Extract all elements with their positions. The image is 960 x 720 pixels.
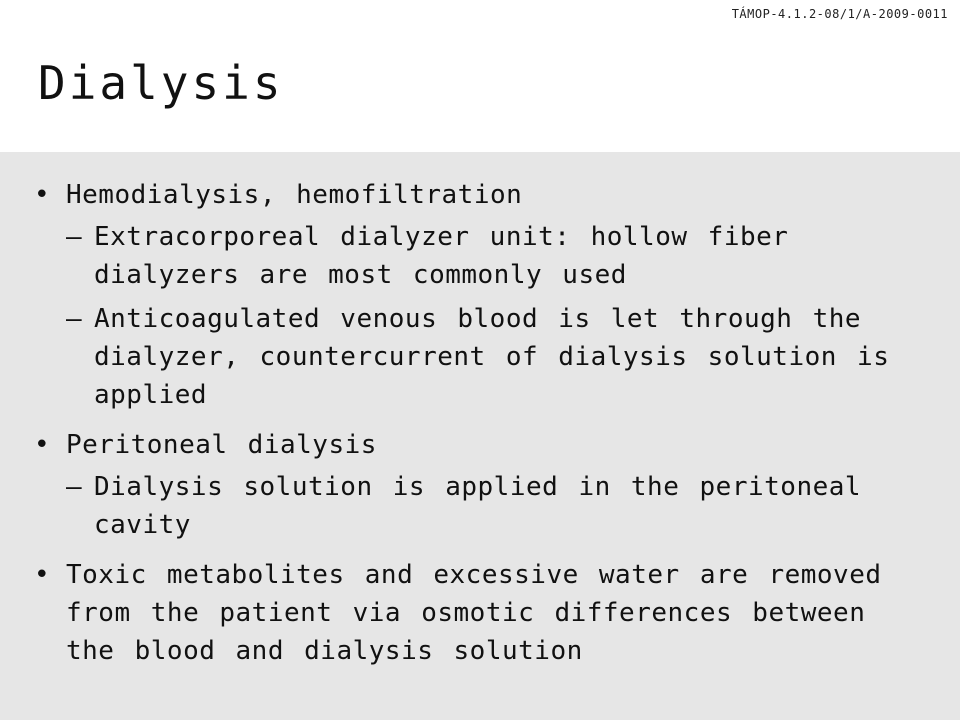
bullet-item [0, 426, 960, 544]
sub-marker: – [66, 472, 83, 502]
sub-marker: – [66, 222, 83, 252]
sub-text: Extracorporeal dialyzer unit: hollow fiber dialyzers are most commonly used [94, 222, 789, 290]
sub-text: Anticoagulated venous blood is let through the dialyzer, countercurrent of dialysis solution is applied [94, 304, 890, 410]
slide-header [0, 0, 960, 152]
sub-item [66, 300, 920, 414]
sub-list [66, 218, 920, 414]
bullet-marker: • [34, 560, 51, 590]
bullet-marker: • [34, 430, 51, 460]
sub-item [66, 218, 920, 294]
sub-marker: – [66, 304, 83, 334]
bullet-text: Hemodialysis, hemofiltration [66, 180, 523, 210]
bullet-text: Toxic metabolites and excessive water are removed from the patient via osmotic differences between the blood and dialysis solution [66, 560, 882, 666]
sub-item [66, 468, 920, 544]
bullet-item [0, 176, 960, 414]
bullet-list [0, 176, 960, 682]
sub-text: Dialysis solution is applied in the peritoneal cavity [94, 472, 862, 540]
project-code: TÁMOP-4.1.2-08/1/A-2009-0011 [731, 7, 948, 21]
bullet-marker: • [34, 180, 51, 210]
bullet-item [0, 556, 960, 670]
sub-list [66, 468, 920, 544]
bullet-text: Peritoneal dialysis [66, 430, 377, 460]
slide-content [0, 152, 960, 720]
slide-title: Dialysis [38, 56, 284, 110]
